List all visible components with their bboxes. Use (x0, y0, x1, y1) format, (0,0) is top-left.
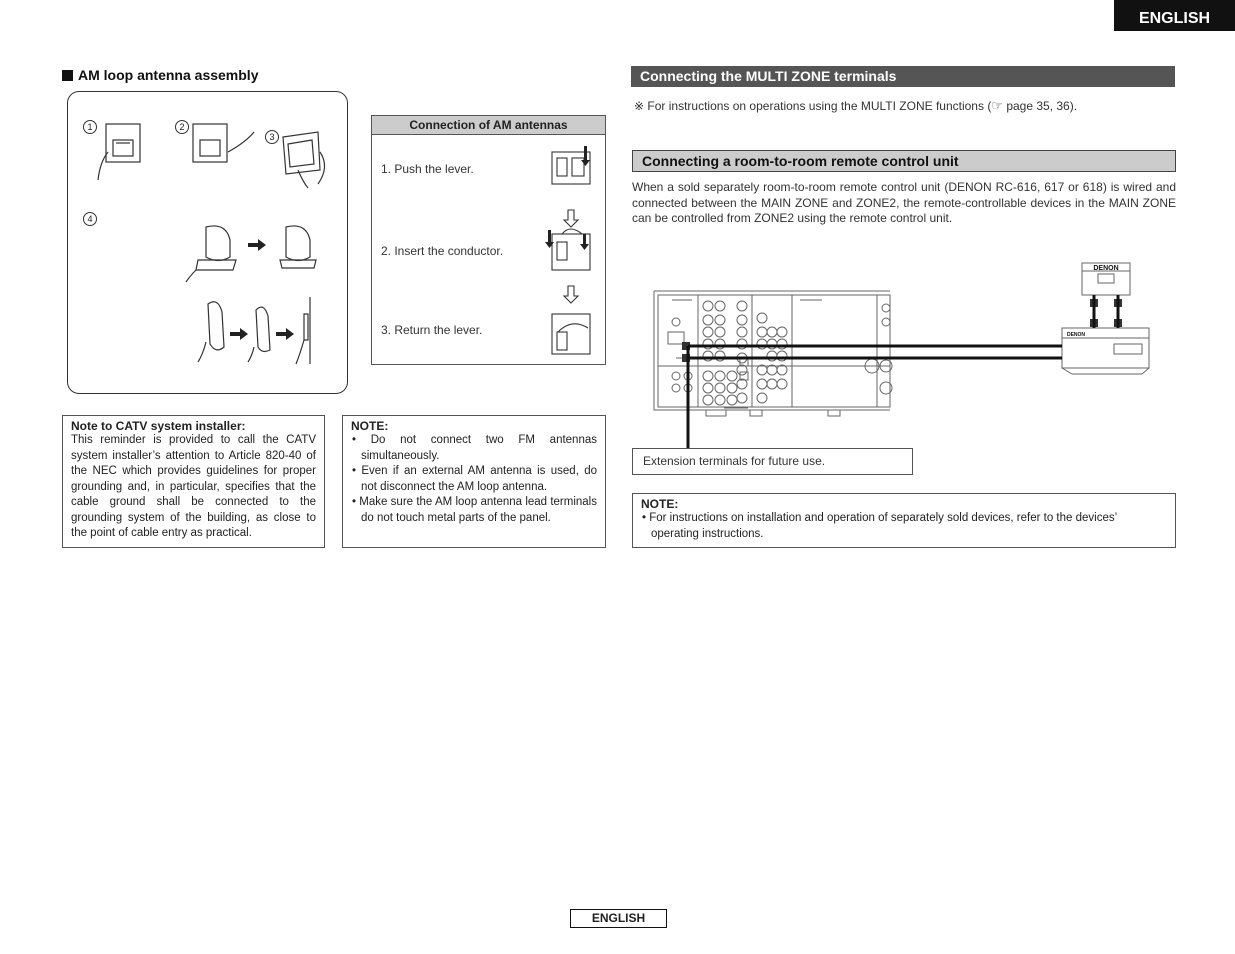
pointing-hand-icon: ☞ (991, 98, 1003, 113)
antenna-assembly-drawing (68, 92, 347, 393)
remote-control-text: When a sold separately room-to-room remote control unit (DENON RC-616, 617 or 618) is wired and connected between the MAIN ZONE and ZONE2, the remote-controllable devices in the MAIN ZONE can be controlled from ZONE2 using the remote control unit. (632, 180, 1176, 225)
antenna-note-item: • Make sure the AM loop antenna lead terminals do not touch metal parts of the panel. (352, 496, 597, 524)
antenna-note (342, 415, 606, 548)
catv-note-title: Note to CATV system installer: (71, 419, 246, 433)
multizone-heading: Connecting the MULTI ZONE terminals (631, 66, 1175, 87)
step-number-1: 1 (83, 120, 97, 134)
connection-step-3: 3. Return the lever. (381, 323, 483, 337)
brand-top: DENON (1093, 265, 1119, 272)
devices-note (632, 493, 1176, 548)
am-loop-heading: AM loop antenna assembly (62, 67, 258, 83)
language-tab: ENGLISH (1114, 0, 1235, 31)
brand-bottom: DENON (1066, 332, 1086, 338)
extension-terminals-label: Extension terminals for future use. (632, 448, 913, 475)
antenna-note-item: • Do not connect two FM antennas simultaneously. (352, 434, 597, 462)
remote-control-heading: Connecting a room-to-room remote control unit (632, 150, 1176, 172)
devices-note-item: • For instructions on installation and operation of separately sold devices, refer to the devices’ operating instructions. (642, 512, 1117, 540)
heading-square-icon (62, 70, 73, 81)
connection-step-2: 2. Insert the conductor. (381, 244, 504, 258)
connection-table (371, 115, 606, 365)
footer-language-tab: ENGLISH (570, 909, 667, 928)
antenna-note-item: • Even if an external AM antenna is used, do not disconnect the AM loop antenna. (352, 465, 597, 493)
step-number-3: 3 (265, 130, 279, 144)
multizone-reference: ※ For instructions on operations using the MULTI ZONE functions (☞ page 35, 36). (634, 98, 1078, 113)
assembly-illustration (67, 91, 348, 394)
catv-note (62, 415, 325, 548)
catv-note-text: This reminder is provided to call the CATV system installer’s attention to Article 820-40 of the NEC which provides guidelines for proper grounding and, in particular, specifies that the cable ground shall be connected to the grounding system of the building, as close to the point of cable entry as practical. (71, 434, 316, 539)
antenna-note-title: NOTE: (351, 419, 389, 433)
terminal-diagrams (542, 142, 602, 364)
connection-table-title: Connection of AM antennas (372, 116, 605, 135)
zone-connection-diagram (632, 258, 1177, 458)
connection-step-1: 1. Push the lever. (381, 162, 474, 176)
step-number-4: 4 (83, 212, 97, 226)
step-number-2: 2 (175, 120, 189, 134)
devices-note-title: NOTE: (641, 497, 679, 511)
